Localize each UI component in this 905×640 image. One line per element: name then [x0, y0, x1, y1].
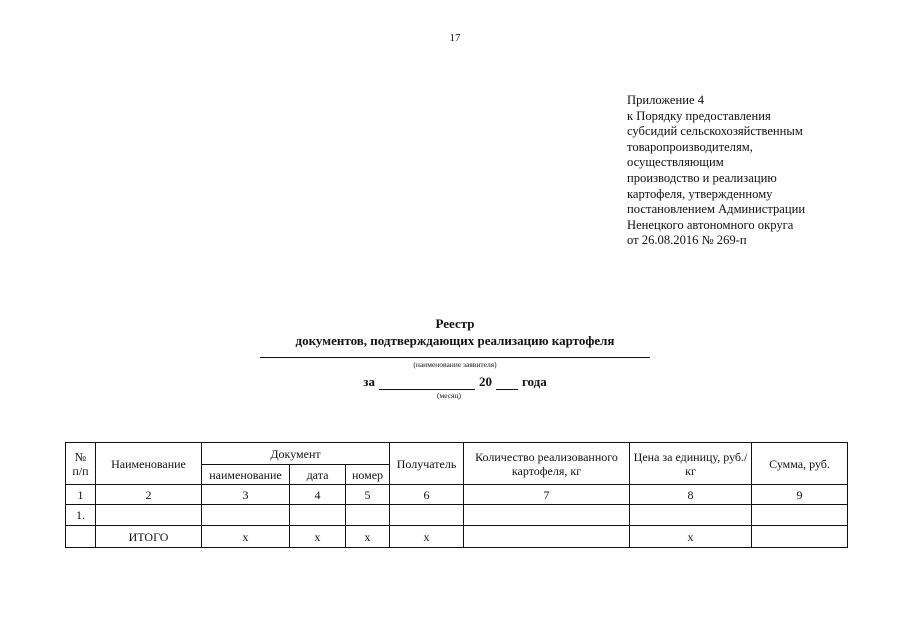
header-recipient: Получатель	[390, 443, 464, 485]
appendix-line: товаропроизводителям,	[627, 139, 753, 154]
total-price: х	[630, 526, 752, 548]
applicant-caption: (наименование заявителя)	[413, 360, 497, 369]
appendix-line: осуществляющим	[627, 155, 724, 170]
header-price: Цена за единицу, руб./кг	[630, 443, 752, 485]
applicant-line	[260, 357, 650, 358]
total-doc-name: х	[202, 526, 290, 548]
appendix-line: Ненецкого автономного округа	[627, 217, 794, 232]
column-number: 8	[630, 485, 752, 505]
row-num: 1.	[66, 505, 96, 526]
appendix-line: от 26.08.2016 № 269-п	[627, 233, 747, 248]
month-caption: (месяц)	[436, 391, 462, 400]
total-row	[66, 526, 848, 548]
appendix-line: к Порядку предоставления	[627, 108, 771, 123]
year-prefix: 20	[478, 374, 492, 389]
column-number-row	[66, 485, 848, 505]
column-number: 5	[346, 485, 390, 505]
registry-title: Реестр	[435, 316, 475, 331]
appendix-line: субсидий сельскохозяйственным	[627, 124, 803, 139]
header-num: № п/п	[66, 443, 96, 485]
row-doc-number	[346, 505, 390, 526]
total-doc-date: х	[290, 526, 346, 548]
registry-table	[65, 442, 848, 548]
row-sum	[752, 505, 848, 526]
period-prefix: за	[363, 374, 375, 389]
appendix-line: картофеля, утвержденному	[627, 186, 773, 201]
column-number: 6	[390, 485, 464, 505]
total-num	[66, 526, 96, 548]
appendix-line: Приложение 4	[627, 93, 705, 107]
header-row-1	[66, 443, 848, 465]
total-sum	[752, 526, 848, 548]
column-number: 4	[290, 485, 346, 505]
row-price	[630, 505, 752, 526]
appendix-line: постановлением Администрации	[627, 202, 806, 217]
column-number: 2	[96, 485, 202, 505]
header-document: Документ	[202, 443, 390, 465]
appendix-line: производство и реализацию	[627, 170, 777, 185]
period-row	[250, 374, 660, 390]
registry-title-block	[250, 315, 660, 400]
table-row	[66, 505, 848, 526]
row-name	[96, 505, 202, 526]
header-doc-date: дата	[290, 465, 346, 485]
header-quantity: Количество реализованного картофеля, кг	[464, 443, 630, 485]
registry-subtitle: документов, подтверждающих реализацию картофеля	[295, 333, 615, 348]
column-number: 7	[464, 485, 630, 505]
period-suffix: года	[521, 374, 547, 389]
row-doc-name	[202, 505, 290, 526]
header-doc-name: наименование	[202, 465, 290, 485]
column-number: 9	[752, 485, 848, 505]
header-name: Наименование	[96, 443, 202, 485]
page-number: 17	[449, 32, 461, 44]
total-label: ИТОГО	[96, 526, 202, 548]
total-quantity	[464, 526, 630, 548]
header-sum: Сумма, руб.	[752, 443, 848, 485]
total-doc-number: х	[346, 526, 390, 548]
column-number: 3	[202, 485, 290, 505]
total-recipient: х	[390, 526, 464, 548]
header-doc-number: номер	[346, 465, 390, 485]
appendix-block	[627, 93, 887, 249]
column-number: 1	[66, 485, 96, 505]
year-blank	[496, 377, 518, 390]
row-recipient	[390, 505, 464, 526]
row-doc-date	[290, 505, 346, 526]
month-blank	[379, 377, 475, 390]
row-quantity	[464, 505, 630, 526]
